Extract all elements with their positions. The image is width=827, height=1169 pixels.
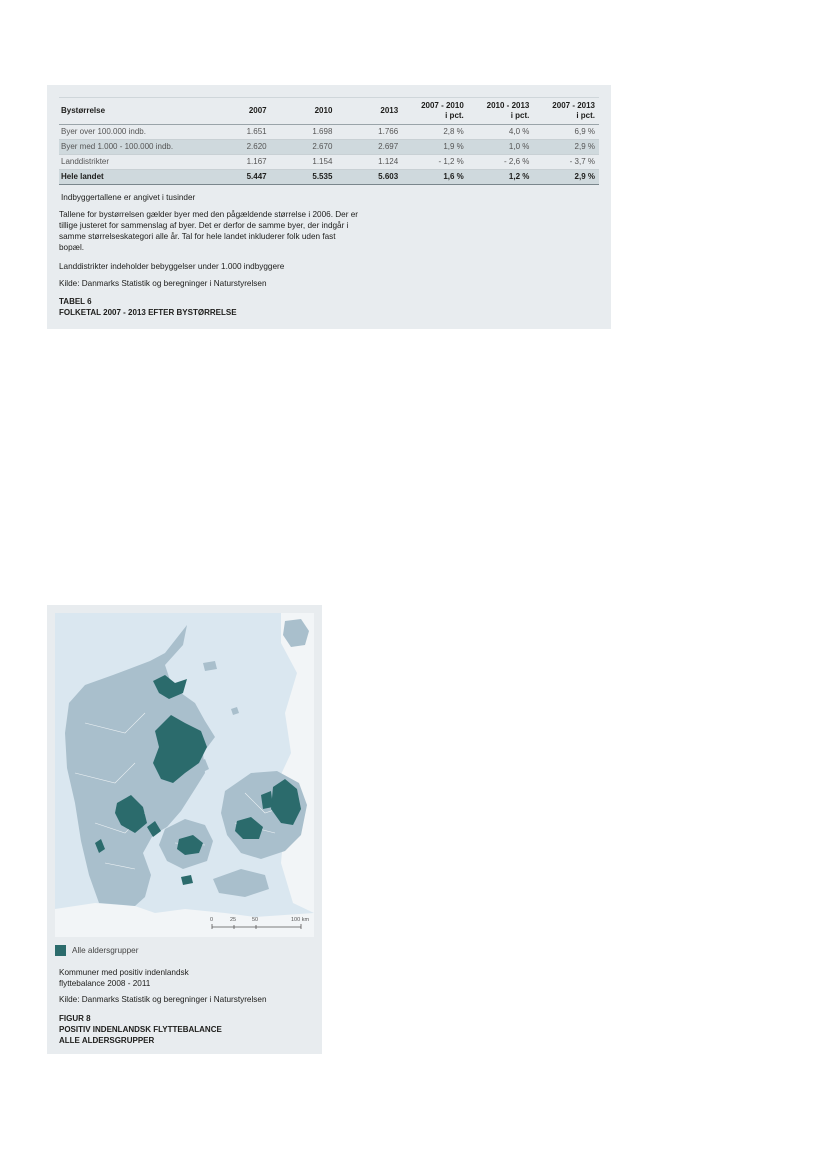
population-table bbox=[59, 97, 599, 185]
row-label: Byer over 100.000 indb. bbox=[59, 125, 205, 140]
cell-value: 1.698 bbox=[271, 125, 337, 140]
row-label: Hele landet bbox=[59, 170, 205, 185]
cell-value: 1.766 bbox=[336, 125, 402, 140]
table-row bbox=[59, 125, 599, 140]
denmark-map bbox=[55, 613, 314, 937]
island-laesoe bbox=[203, 661, 217, 671]
table-row bbox=[59, 155, 599, 170]
table-caption-label: TABEL 6 bbox=[59, 297, 92, 306]
table-caption-title: FOLKETAL 2007 - 2013 EFTER BYSTØRRELSE bbox=[59, 308, 237, 317]
cell-value: 2,9 % bbox=[533, 170, 599, 185]
cell-value: 1.167 bbox=[205, 155, 271, 170]
cell-value: 2,9 % bbox=[533, 140, 599, 155]
figure-caption-line2: ALLE ALDERSGRUPPER bbox=[59, 1036, 155, 1045]
note-cities: Tallene for bystørrelsen gælder byer med den pågældende størrelse i 2006. Der er tillige justeret for sammenslag af byer. Det er derfor de samme byer, der indgår i samme størrelseskategori alle år. Tal for hele landet inkluderer folk uden fast bopæl. bbox=[59, 210, 358, 252]
figure-caption-label: FIGUR 8 bbox=[59, 1014, 91, 1023]
cell-value: 5.535 bbox=[271, 170, 337, 185]
cell-value: 4,0 % bbox=[468, 125, 534, 140]
region-falster bbox=[181, 875, 193, 885]
header-2013: 2013 bbox=[336, 98, 402, 125]
cell-value: 1.124 bbox=[336, 155, 402, 170]
scale-label-0: 0 bbox=[210, 917, 214, 923]
scale-label-25: 25 bbox=[230, 917, 237, 923]
cell-value: 2.620 bbox=[205, 140, 271, 155]
cell-value: 1,0 % bbox=[468, 140, 534, 155]
cell-value: 1.651 bbox=[205, 125, 271, 140]
table-row bbox=[59, 140, 599, 155]
header-change-2007-2013: 2007 - 2013 i pct. bbox=[533, 98, 599, 125]
cell-value: 5.603 bbox=[336, 170, 402, 185]
table-6-panel bbox=[47, 85, 611, 329]
cell-value: 5.447 bbox=[205, 170, 271, 185]
figure-description: Kommuner med positiv indenlandsk flyttebalance 2008 - 2011 bbox=[59, 968, 189, 988]
scale-label-50: 50 bbox=[252, 917, 259, 923]
legend-swatch bbox=[55, 945, 66, 956]
cell-value: 2.670 bbox=[271, 140, 337, 155]
cell-value: 1,2 % bbox=[468, 170, 534, 185]
map-legend bbox=[55, 945, 138, 956]
figure-source: Kilde: Danmarks Statistik og beregninger i Naturstyrelsen bbox=[59, 995, 267, 1004]
cell-value: 1.154 bbox=[271, 155, 337, 170]
note-units: Indbyggertallene er angivet i tusinder bbox=[61, 193, 196, 202]
scale-label-100: 100 km bbox=[291, 917, 310, 923]
cell-value: 2.697 bbox=[336, 140, 402, 155]
row-label: Landdistrikter bbox=[59, 155, 205, 170]
cell-value: 6,9 % bbox=[533, 125, 599, 140]
map-svg bbox=[55, 613, 314, 937]
figure-caption-line1: POSITIV INDENLANDSK FLYTTEBALANCE bbox=[59, 1025, 222, 1034]
cell-value: 1,9 % bbox=[402, 140, 468, 155]
cell-value: - 2,6 % bbox=[468, 155, 534, 170]
table-source: Kilde: Danmarks Statistik og beregninger i Naturstyrelsen bbox=[59, 279, 267, 288]
table-header-row bbox=[59, 98, 599, 125]
island-anholt bbox=[231, 707, 239, 715]
sweden-land bbox=[277, 613, 314, 913]
cell-value: 1,6 % bbox=[402, 170, 468, 185]
table-total-row bbox=[59, 170, 599, 185]
header-bystorrelse: Bystørrelse bbox=[59, 98, 205, 125]
header-change-2007-2010: 2007 - 2010 i pct. bbox=[402, 98, 468, 125]
note-rural: Landdistrikter indeholder bebyggelser under 1.000 indbyggere bbox=[59, 262, 285, 271]
header-change-2010-2013: 2010 - 2013 i pct. bbox=[468, 98, 534, 125]
germany-land bbox=[55, 903, 314, 937]
header-2007: 2007 bbox=[205, 98, 271, 125]
cell-value: 2,8 % bbox=[402, 125, 468, 140]
row-label: Byer med 1.000 - 100.000 indb. bbox=[59, 140, 205, 155]
cell-value: - 1,2 % bbox=[402, 155, 468, 170]
lolland-land bbox=[213, 869, 269, 897]
figure-8-panel bbox=[47, 605, 322, 1054]
legend-label: Alle aldersgrupper bbox=[72, 946, 139, 955]
cell-value: - 3,7 % bbox=[533, 155, 599, 170]
header-2010: 2010 bbox=[271, 98, 337, 125]
